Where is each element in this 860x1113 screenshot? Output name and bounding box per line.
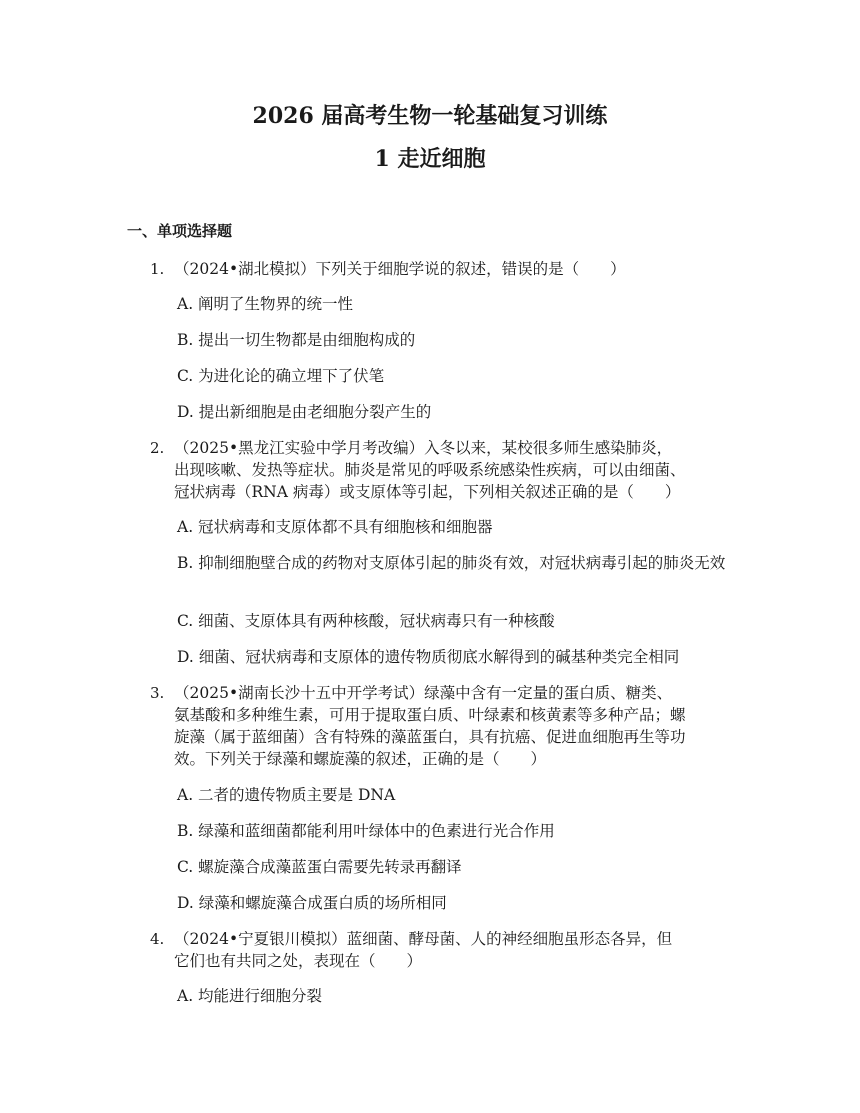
- option-b: B. 抑制细胞壁合成的药物对支原体引起的肺炎有效，对冠状病毒引起的肺炎无效: [177, 554, 726, 572]
- option-c: C. 为进化论的确立埋下了伏笔: [177, 367, 385, 385]
- option-b: B. 绿藻和蓝细菌都能利用叶绿体中的色素进行光合作用: [177, 822, 555, 840]
- option-a: A. 均能进行细胞分裂: [177, 987, 323, 1005]
- section-heading: 一、单项选择题: [127, 222, 233, 240]
- option-a: A. 二者的遗传物质主要是 DNA: [177, 786, 396, 804]
- option-a: A. 冠状病毒和支原体都不具有细胞核和细胞器: [177, 518, 493, 536]
- question-number: 3.: [150, 684, 165, 702]
- option-d: D. 提出新细胞是由老细胞分裂产生的: [177, 403, 432, 421]
- question-number: 1.: [150, 260, 165, 278]
- document-subtitle: 1 走近细胞: [374, 146, 486, 172]
- option-b: B. 提出一切生物都是由细胞构成的: [177, 331, 416, 349]
- question-stem: （2024•湖北模拟）下列关于细胞学说的叙述，错误的是（ ）: [174, 260, 626, 278]
- option-d: D. 细菌、冠状病毒和支原体的遗传物质彻底水解得到的碱基种类完全相同: [177, 648, 680, 666]
- option-a: A. 阐明了生物界的统一性: [177, 295, 354, 313]
- document-title: 2026 届高考生物一轮基础复习训练: [252, 103, 608, 129]
- option-c: C. 螺旋藻合成藻蓝蛋白需要先转录再翻译: [177, 858, 462, 876]
- option-d: D. 绿藻和螺旋藻合成蛋白质的场所相同: [177, 894, 447, 912]
- question-stem: （2025•黑龙江实验中学月考改编）入冬以来，某校很多师生感染肺炎， 出现咳嗽、发热等症状。肺炎是常见的呼吸系统感染性疾病，可以由细菌、 冠状病毒（RNA 病毒）或支原体等引起，下列相关叙述正确的是（ ）: [174, 439, 686, 501]
- question-number: 4.: [150, 930, 165, 948]
- option-c: C. 细菌、支原体具有两种核酸，冠状病毒只有一种核酸: [177, 612, 555, 630]
- question-number: 2.: [150, 439, 165, 457]
- question-stem: （2024•宁夏银川模拟）蓝细菌、酵母菌、人的神经细胞虽形态各异，但 它们也有共同之处，表现在（ ）: [174, 930, 673, 970]
- question-stem: （2025•湖南长沙十五中开学考试）绿藻中含有一定量的蛋白质、糖类、 氨基酸和多种维生素，可用于提取蛋白质、叶绿素和核黄素等多种产品；螺 旋藻（属于蓝细菌）含有特殊的藻蓝蛋白，具有抗癌、促进血细胞再生等功 效。下列关于绿藻和螺旋藻的叙述，正确的是（ ）: [174, 684, 686, 768]
